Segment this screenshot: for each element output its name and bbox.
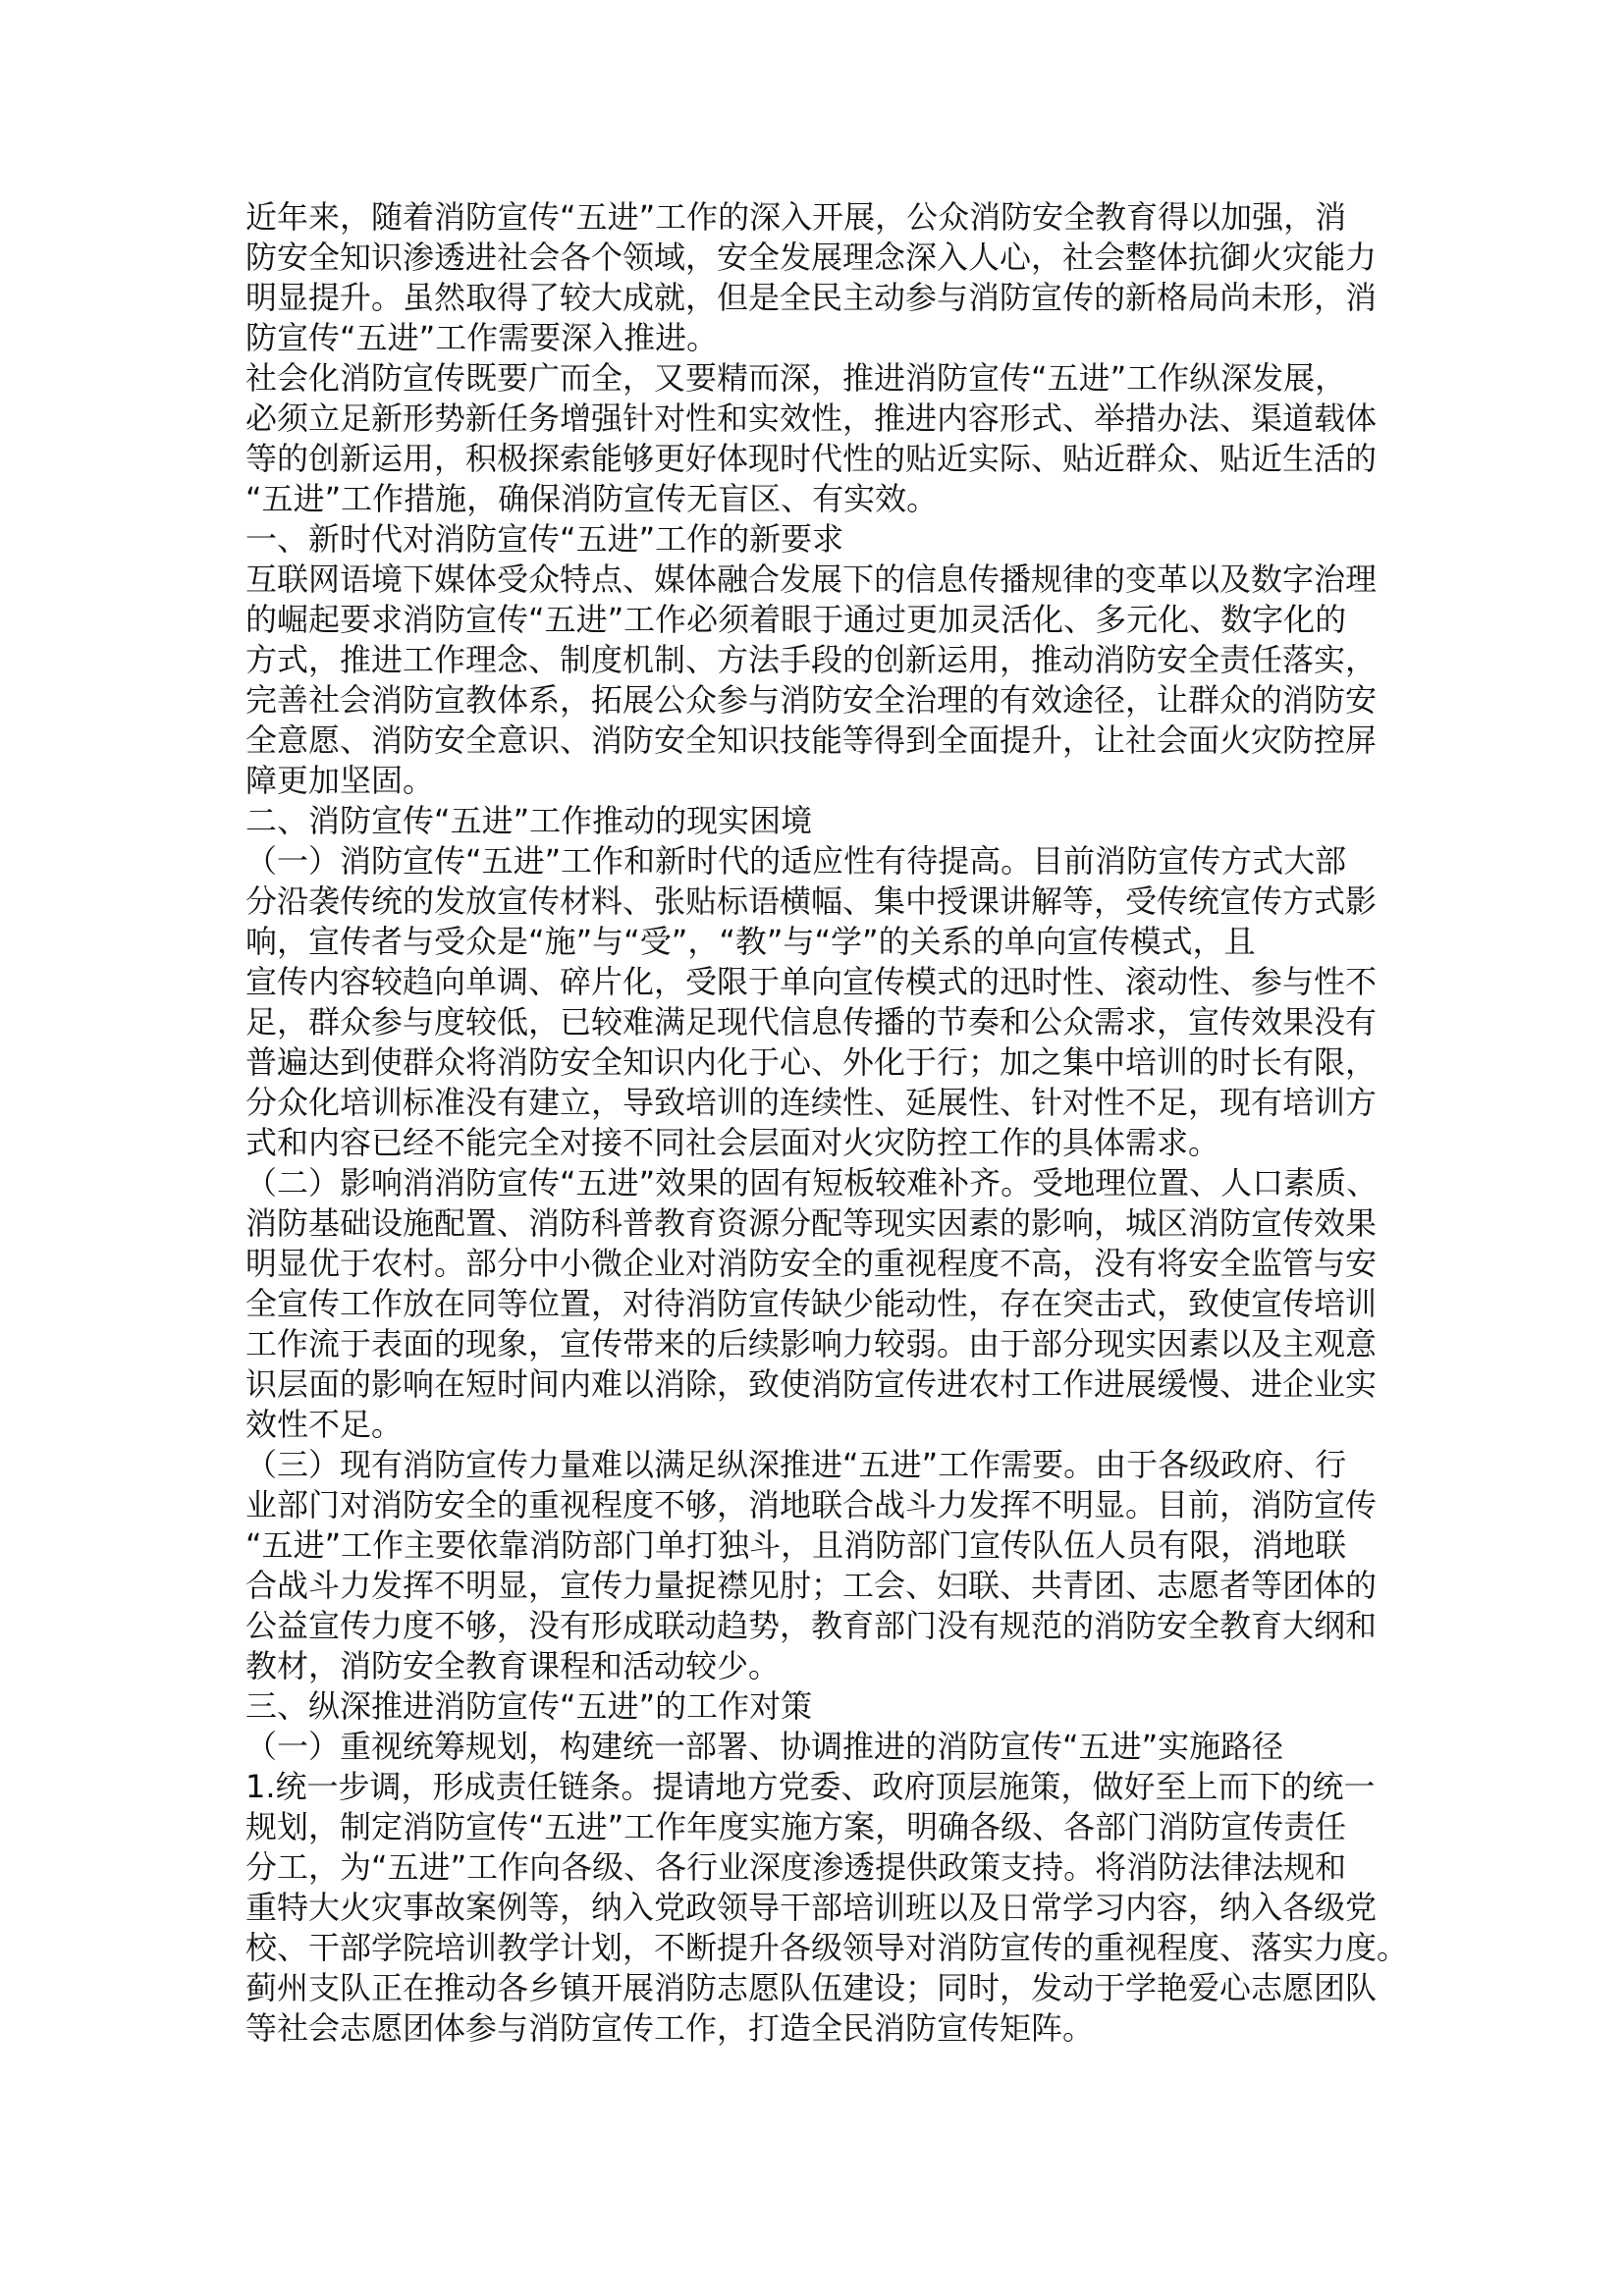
text-line: 方式，推进工作理念、制度机制、方法手段的创新运用，推动消防安全责任落实， [245, 641, 1378, 678]
text-line: 完善社会消防宣教体系，拓展公众参与消防安全治理的有效途径，让群众的消防安 [245, 681, 1378, 719]
text-line: 式和内容已经不能完全对接不同社会层面对火灾防控工作的具体需求。 [245, 1124, 1220, 1161]
paragraph [245, 197, 1394, 358]
text-line: 障更加坚固。 [245, 762, 435, 799]
text-line: 明显优于农村。部分中小微企业对消防安全的重视程度不高，没有将安全监管与安 [245, 1245, 1378, 1282]
text-line: 必须立足新形势新任务增强针对性和实效性，推进内容形式、举措办法、渠道载体 [245, 400, 1378, 437]
paragraph [245, 1767, 1409, 2049]
document-body [245, 197, 1409, 2049]
text-line: （一）消防宣传“五进”工作和新时代的适应性有待提高。目前消防宣传方式大部 [245, 842, 1347, 880]
text-line: 防宣传“五进”工作需要深入推进。 [245, 319, 719, 356]
text-line: 蓟州支队正在推动各乡镇开展消防志愿队伍建设；同时，发动于学艳爱心志愿团队 [245, 1969, 1378, 2006]
text-line: （三）现有消防宣传力量难以满足纵深推进“五进”工作需要。由于各级政府、行 [245, 1446, 1347, 1483]
paragraph [245, 560, 1394, 801]
text-line: 的崛起要求消防宣传“五进”工作必须着眼于通过更加灵活化、多元化、数字化的 [245, 601, 1347, 638]
text-line: 足，群众参与度较低，已较难满足现代信息传播的节奏和公众需求，宣传效果没有 [245, 1003, 1378, 1041]
text-line: 校、干部学院培训教学计划，不断提升各级领导对消防宣传的重视程度、落实力度。 [245, 1929, 1409, 1966]
text-line: 等的创新运用，积极探索能够更好体现时代性的贴近实际、贴近群众、贴近生活的 [245, 440, 1378, 477]
text-line: 普遍达到使群众将消防安全知识内化于心、外化于行；加之集中培训的时长有限， [245, 1043, 1378, 1081]
text-line: “五进”工作主要依靠消防部门单打独斗，且消防部门宣传队伍人员有限，消地联 [245, 1526, 1347, 1564]
paragraph [245, 358, 1394, 519]
text-line: 识层面的影响在短时间内难以消除，致使消防宣传进农村工作进展缓慢、进企业实 [245, 1365, 1378, 1403]
text-line: 业部门对消防安全的重视程度不够，消地联合战斗力发挥不明显。目前，消防宣传 [245, 1486, 1378, 1523]
text-line: 明显提升。虽然取得了较大成就，但是全民主动参与消防宣传的新格局尚未形，消 [245, 279, 1378, 316]
text-line: 规划，制定消防宣传“五进”工作年度实施方案，明确各级、各部门消防宣传责任 [245, 1808, 1347, 1845]
text-line: 近年来，随着消防宣传“五进”工作的深入开展，公众消防安全教育得以加强，消 [245, 198, 1347, 236]
text-line: 全意愿、消防安全意识、消防安全知识技能等得到全面提升，让社会面火灾防控屏 [245, 721, 1378, 759]
section-heading [245, 519, 1394, 560]
paragraph [245, 1163, 1394, 1445]
text-line: 教材，消防安全教育课程和活动较少。 [245, 1647, 781, 1684]
paragraph [245, 1445, 1394, 1686]
text-line: “五进”工作措施，确保消防宣传无盲区、有实效。 [245, 480, 939, 517]
text-line: 合战斗力发挥不明显，宣传力量捉襟见肘；工会、妇联、共青团、志愿者等团体的 [245, 1567, 1378, 1604]
text-line: 响，宣传者与受众是“施”与“受”，“教”与“学”的关系的单向宣传模式，且 [245, 923, 1256, 960]
text-line: 重特大火灾事故案例等，纳入党政领导干部培训班以及日常学习内容，纳入各级党 [245, 1889, 1378, 1926]
text-line: 分沿袭传统的发放宣传材料、张贴标语横幅、集中授课讲解等，受传统宣传方式影 [245, 882, 1378, 920]
paragraph [245, 841, 1394, 1163]
subsection-heading [245, 1727, 1394, 1767]
text-line: 工作流于表面的现象，宣传带来的后续影响力较弱。由于部分现实因素以及主观意 [245, 1325, 1378, 1362]
text-line: 消防基础设施配置、消防科普教育资源分配等现实因素的影响，城区消防宣传效果 [245, 1204, 1378, 1242]
text-line: 社会化消防宣传既要广而全，又要精而深，推进消防宣传“五进”工作纵深发展， [245, 359, 1347, 397]
text-line: 分众化培训标准没有建立，导致培训的连续性、延展性、针对性不足，现有培训方 [245, 1084, 1378, 1121]
text-line: 一、新时代对消防宣传“五进”工作的新要求 [245, 520, 844, 558]
section-heading [245, 801, 1394, 841]
text-line: 效性不足。 [245, 1406, 404, 1443]
text-line: 三、纵深推进消防宣传“五进”的工作对策 [245, 1687, 813, 1725]
text-line: 全宣传工作放在同等位置，对待消防宣传缺少能动性，存在突击式，致使宣传培训 [245, 1285, 1378, 1322]
text-line: 等社会志愿团体参与消防宣传工作，打造全民消防宣传矩阵。 [245, 2009, 1095, 2047]
text-line: 分工，为“五进”工作向各级、各行业深度渗透提供政策支持。将消防法律法规和 [245, 1848, 1347, 1886]
text-line: 1.统一步调，形成责任链条。提请地方党委、政府顶层施策，做好至上而下的统一 [245, 1768, 1376, 1805]
text-line: （一）重视统筹规划，构建统一部署、协调推进的消防宣传“五进”实施路径 [245, 1728, 1284, 1765]
text-line: 公益宣传力度不够，没有形成联动趋势，教育部门没有规范的消防安全教育大纲和 [245, 1607, 1378, 1644]
text-line: 二、消防宣传“五进”工作推动的现实困境 [245, 802, 813, 839]
text-line: （二）影响消消防宣传“五进”效果的固有短板较难补齐。受地理位置、人口素质、 [245, 1164, 1379, 1201]
text-line: 宣传内容较趋向单调、碎片化，受限于单向宣传模式的迅时性、滚动性、参与性不 [245, 963, 1378, 1000]
section-heading [245, 1686, 1394, 1727]
text-line: 防安全知识渗透进社会各个领域，安全发展理念深入人心，社会整体抗御火灾能力 [245, 239, 1378, 276]
text-line: 互联网语境下媒体受众特点、媒体融合发展下的信息传播规律的变革以及数字治理 [245, 561, 1378, 598]
